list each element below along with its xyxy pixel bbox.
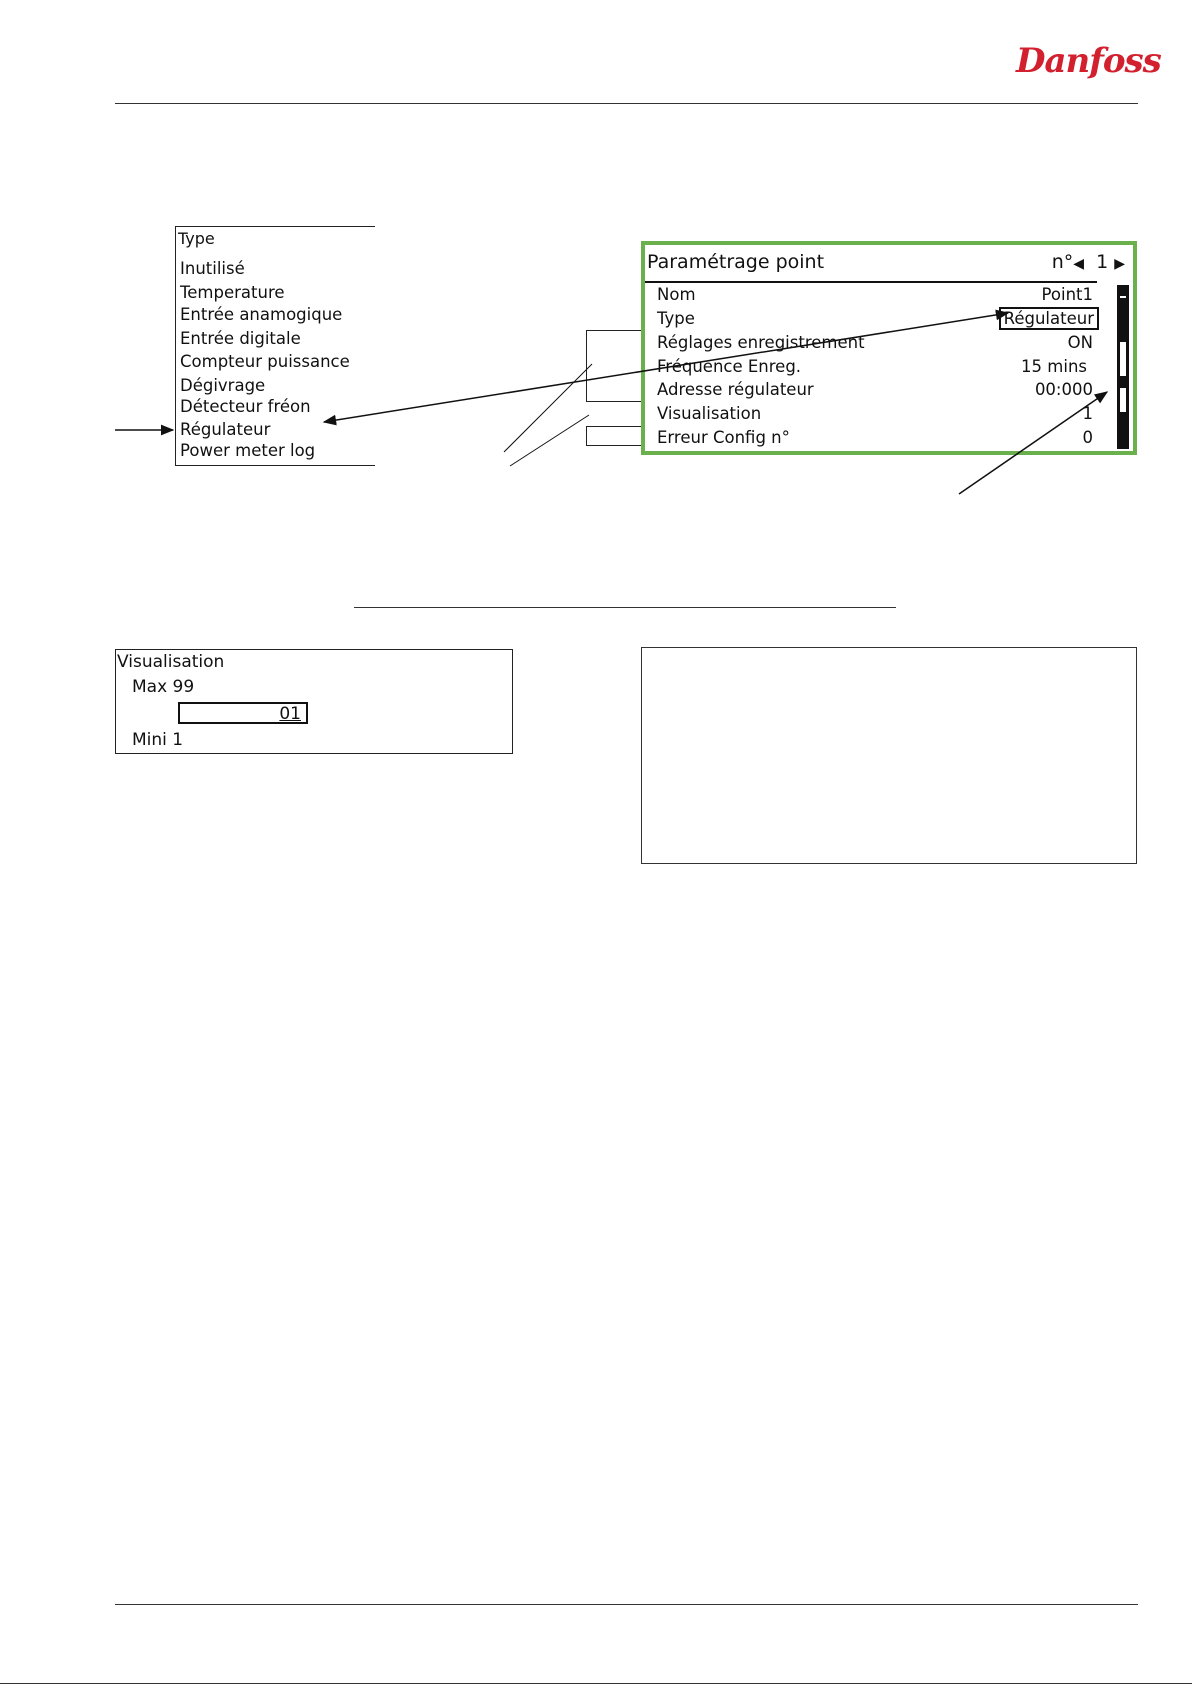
nav-value: 1 (1096, 251, 1109, 273)
visualisation-value: 01 (279, 704, 301, 724)
footer-rule (115, 1604, 1138, 1605)
type-option-temperature[interactable]: Temperature (180, 283, 285, 302)
row-frequence-value[interactable]: 15 mins (1021, 357, 1087, 376)
row-visualisation-label: Visualisation (657, 404, 762, 423)
row-adresse-value[interactable]: 00:000 (1034, 380, 1093, 399)
type-option-degivrage[interactable]: Dégivrage (180, 376, 266, 395)
row-type-label: Type (657, 309, 695, 328)
row-visualisation-value[interactable]: 1 (1082, 404, 1093, 423)
type-menu-title: Type (178, 229, 215, 248)
page-bottom-rule (0, 1683, 1192, 1684)
visualisation-min-label: Mini 1 (132, 730, 184, 750)
visualisation-max-label: Max 99 (132, 677, 195, 697)
row-nom-label: Nom (657, 285, 696, 304)
param-screen-title: Paramétrage point (647, 251, 825, 273)
row-reglages-value[interactable]: ON (1067, 333, 1093, 352)
nav-next-icon[interactable]: ▶ (1114, 256, 1125, 272)
type-option-entree-digitale[interactable]: Entrée digitale (180, 329, 301, 348)
visualisation-editor-title: Visualisation (117, 652, 225, 672)
row-frequence-label: Fréquence Enreg. (657, 357, 802, 376)
section-divider (354, 607, 896, 608)
row-type-value[interactable]: Régulateur (999, 307, 1099, 330)
nav-prev-icon[interactable]: ◀ (1073, 256, 1085, 272)
danfoss-logo: Danfoss (1016, 41, 1161, 81)
type-option-power-meter-log[interactable]: Power meter log (180, 441, 316, 460)
type-option-entree-analogique[interactable]: Entrée anamogique (180, 305, 343, 324)
row-nom-value[interactable]: Point1 (1041, 285, 1093, 304)
row-reglages-label: Réglages enregistrement (657, 333, 865, 352)
visualisation-value-field[interactable] (178, 702, 308, 724)
type-option-regulateur[interactable]: Régulateur (180, 420, 271, 439)
row-erreur-value[interactable]: 0 (1082, 428, 1093, 447)
row-adresse-label: Adresse régulateur (657, 380, 814, 399)
type-option-compteur-puissance[interactable]: Compteur puissance (180, 352, 350, 371)
type-option-detecteur-freon[interactable]: Détecteur fréon (180, 397, 311, 416)
row-erreur-label: Erreur Config n° (657, 428, 790, 447)
empty-frame (641, 647, 1137, 864)
nav-label: n° (1051, 251, 1074, 273)
type-option-inutilise[interactable]: Inutilisé (180, 259, 245, 278)
visualisation-editor (115, 649, 513, 754)
